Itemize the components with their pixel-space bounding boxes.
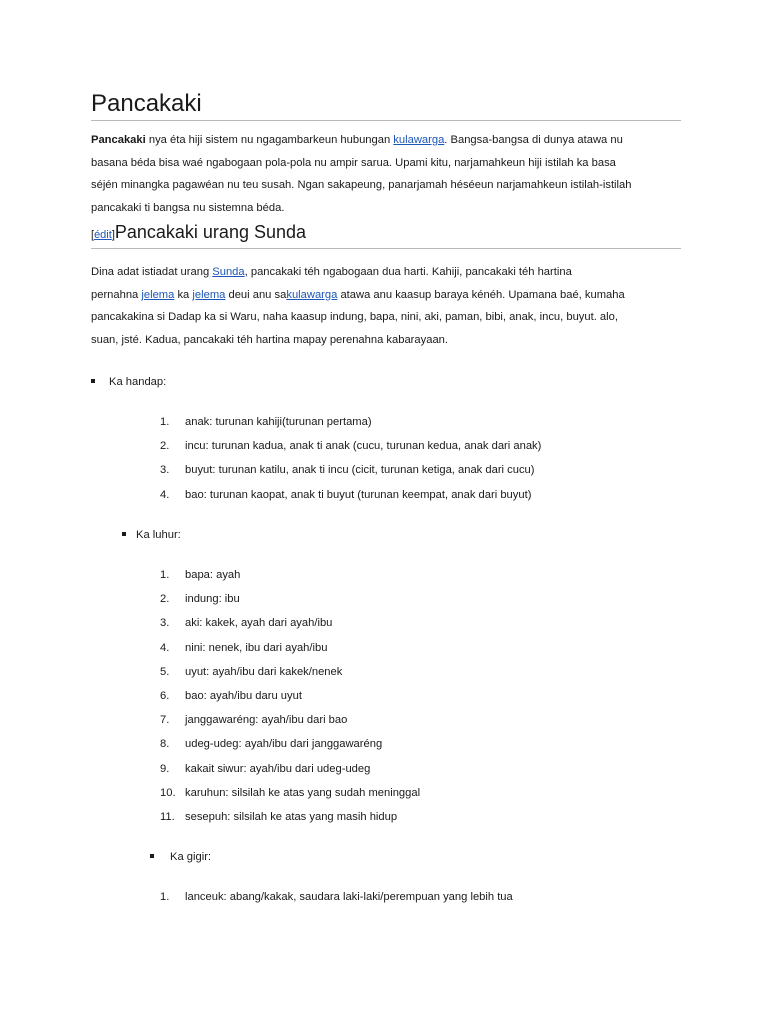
list-item-number: 3. [160,464,170,477]
list-item-text: bao: turunan kaopat, anak ti buyut (turunan keempat, anak dari buyut) [185,488,532,501]
list-item-text: kakait siwur: ayah/ibu dari udeg-udeg [185,762,371,775]
intro-line-4: pancakaki ti bangsa nu sistemna béda. [91,201,285,214]
para-line-2 [91,284,701,307]
para-text: , pancakaki téh ngabogaan dua harti. Kahiji, pancakaki téh hartina [244,266,572,278]
bullet-square-icon [122,532,126,536]
intro-line-3: séjén minangka pagawéan nu teu susah. Ngan sakapeung, panarjamah héséeun narjamahkeun istilah-istilah [91,179,632,191]
bullet-label: Ka luhur: [136,529,181,541]
list-item-number: 3. [160,617,170,630]
para-line-1 [91,261,701,284]
list-item-text: indung: ibu [185,593,240,606]
list-item-number: 5. [160,665,170,678]
link-sunda[interactable]: Sunda [212,266,245,278]
list-item-text: janggawaréng: ayah/ibu dari bao [185,714,348,727]
bullet-ka-gigir [150,850,211,864]
list-item-number: 1. [160,416,170,428]
bullet-label: Ka handap: [109,376,167,388]
para-text: Dina adat istiadat urang [91,266,213,278]
intro-text: nya éta hiji sistem nu ngagambarkeun hubungan [145,134,394,146]
list-item-number: 11. [160,810,175,823]
list-item-number: 9. [160,762,170,775]
intro-paragraph [91,129,701,219]
link-jelema[interactable]: jelema [192,288,226,301]
para-text: pernahna [91,288,142,301]
list-item-text: udeg-udeg: ayah/ibu dari janggawaréng [185,738,383,751]
list-item-text: nini: nenek, ibu dari ayah/ibu [185,641,328,654]
para-text: atawa anu kaasup baraya kénéh. Upamana baé, kumaha [337,288,625,301]
edit-bracket: ] [111,229,115,241]
list-item-number: 4. [160,641,170,654]
edit-bracket: [ [91,229,95,241]
bullet-label: Ka gigir: [170,851,212,863]
edit-section [91,229,115,241]
section-title: Pancakaki urang Sunda [114,222,307,242]
para-line-3: pancakakina si Dadap ka si Waru, naha kaasup indung, bapa, nini, aki, paman, bibi, anak, incu, buyut. alo, [91,311,618,323]
list-item-number: 1. [160,569,170,581]
page-title: Pancakaki [91,88,681,121]
bullet-square-icon [150,854,154,858]
list-item-number: 6. [160,689,170,702]
edit-link[interactable]: édit [94,229,112,241]
bullet-ka-luhur [122,528,181,542]
bullet-square-icon [91,379,95,383]
list-item-text: bapa: ayah [185,569,241,581]
list-item-number: 7. [160,714,170,727]
para-line-4: suan, jsté. Kadua, pancakaki téh hartina mapay perenahna kabarayaan. [91,333,449,346]
list-item-text: lanceuk: abang/kakak, saudara laki-laki/perempuan yang lebih tua [185,891,513,903]
list-item-text: aki: kakek, ayah dari ayah/ibu [185,617,333,630]
intro-bold-term: Pancakaki [91,134,146,146]
list-item-text: buyut: turunan katilu, anak ti incu (cicit, turunan ketiga, anak dari cucu) [185,464,535,477]
list-item-number: 1. [160,891,170,903]
list-item-number: 2. [160,593,170,606]
intro-text: . Bangsa-bangsa di dunya atawa nu [444,134,623,146]
list-item-number: 10. [160,786,176,799]
link-kulawarga[interactable]: kulawarga [393,134,445,146]
intro-line-1 [91,129,701,152]
list-item-text: sesepuh: silsilah ke atas yang masih hidup [185,810,398,823]
list-item-number: 8. [160,738,170,751]
list-item-text: karuhun: silsilah ke atas yang sudah meninggal [185,786,421,799]
list-item-text: bao: ayah/ibu daru uyut [185,689,302,702]
link-kulawarga[interactable]: kulawarga [286,288,338,301]
bullet-ka-handap [91,375,166,389]
list-item-number: 2. [160,440,170,453]
sunda-paragraph [91,261,701,351]
para-text: ka [174,288,193,301]
list-item-text: uyut: ayah/ibu dari kakek/nenek [185,665,343,678]
list-item-number: 4. [160,488,170,501]
intro-line-2: basana béda bisa waé ngabogaan pola-pola nu ampir sarua. Upami kitu, narjamahkeun hiji istilah ka basa [91,156,616,169]
list-item-text: incu: turunan kadua, anak ti anak (cucu, turunan kedua, anak dari anak) [185,440,542,453]
list-item-text: anak: turunan kahiji(turunan pertama) [185,416,372,428]
link-jelema[interactable]: jelema [141,288,175,301]
section-heading [91,222,681,249]
para-text: deui anu sa [225,288,287,301]
